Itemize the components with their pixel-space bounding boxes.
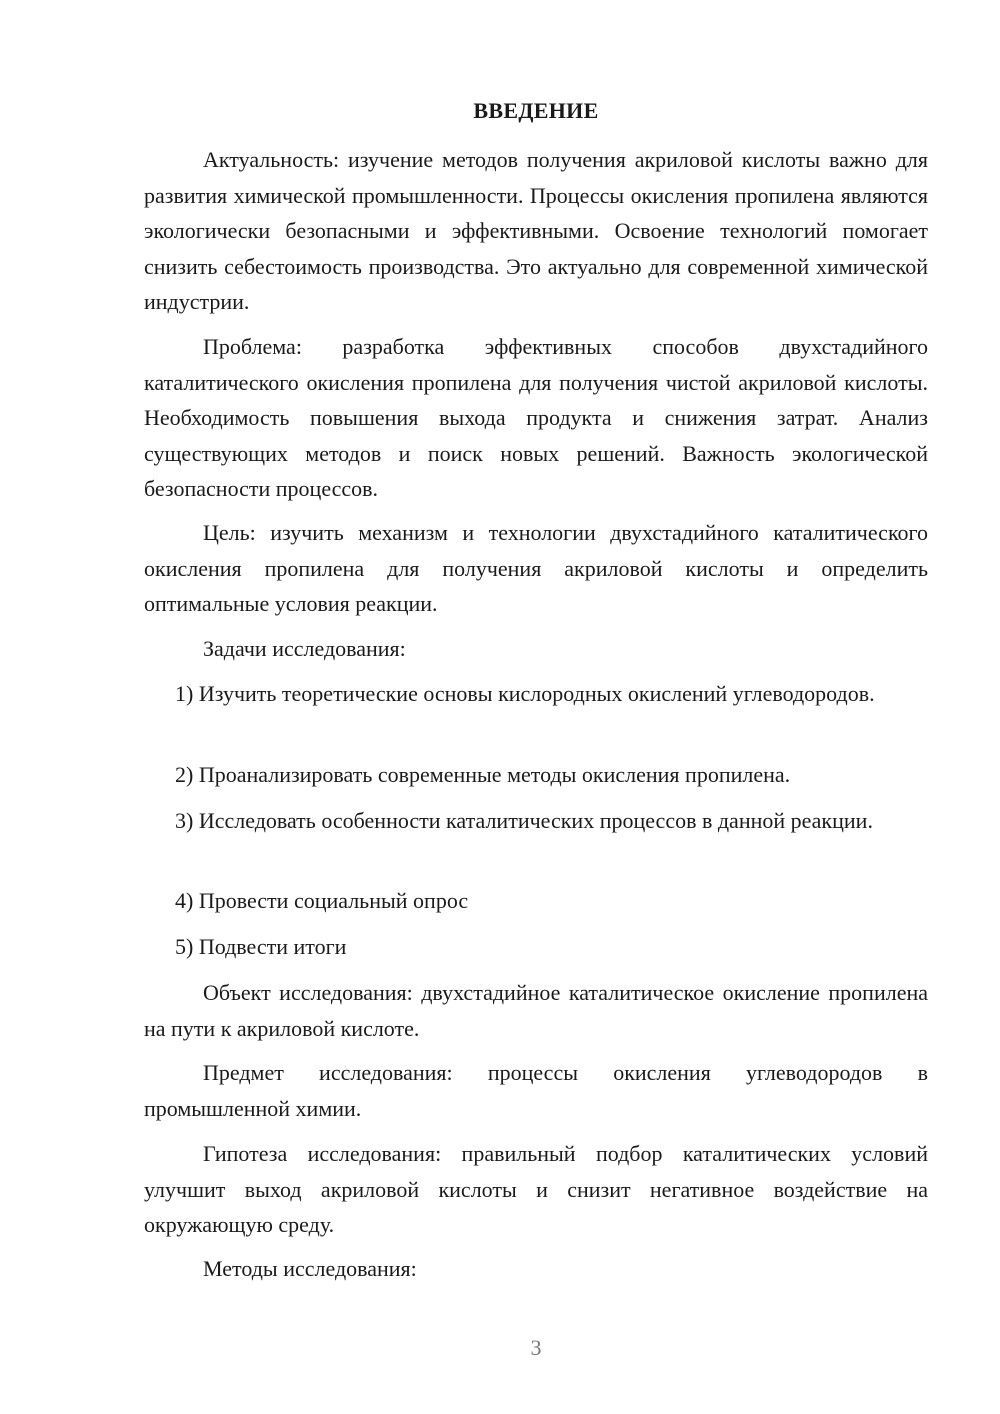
paragraph-methods: Методы исследования: <box>203 1256 417 1281</box>
tasks-heading: Задачи исследования: <box>203 636 406 661</box>
task-item-4: 4) Провести социальный опрос <box>175 888 469 913</box>
paragraph-subject: Предмет исследования: процессы окисления углеводородов в промышленной химии. <box>144 1060 928 1121</box>
task-item-5: 5) Подвести итоги <box>175 934 347 959</box>
paragraph-object: Объект исследования: двухстадийное каталитическое окисление пропилена на пути к акриловой кислоте. <box>144 980 928 1041</box>
section-title: ВВЕДЕНИЕ <box>473 98 599 123</box>
page-number: 3 <box>530 1335 542 1360</box>
paragraph-problem: Проблема: разработка эффективных способов двухстадийного каталитического окисления пропилена для получения чистой акриловой кислоты. Необходимость повышения выхода продукта и снижения затрат. Анализ существующих методов и поиск новых решений. Важность экологической безопасности процессов. <box>144 334 928 501</box>
paragraph-goal: Цель: изучить механизм и технологии двухстадийного каталитического окисления пропилена для получения акриловой кислоты и определить оптимальные условия реакции. <box>144 520 928 616</box>
paragraph-relevance: Актуальность: изучение методов получения акриловой кислоты важно для развития химической промышленности. Процессы окисления пропилена являются экологически безопасными и эффективными. Освоение технологий помогает снизить себестоимость производства. Это актуально для современной химической индустрии. <box>144 147 928 314</box>
task-item-2: 2) Проанализировать современные методы окисления пропилена. <box>175 762 791 787</box>
paragraph-hypothesis: Гипотеза исследования: правильный подбор каталитических условий улучшит выход акриловой кислоты и снизит негативное воздействие на окружающую среду. <box>144 1141 928 1237</box>
task-item-3: 3) Исследовать особенности каталитических процессов в данной реакции. <box>175 808 873 833</box>
task-item-1: 1) Изучить теоретические основы кислородных окислений углеводородов. <box>175 681 875 706</box>
